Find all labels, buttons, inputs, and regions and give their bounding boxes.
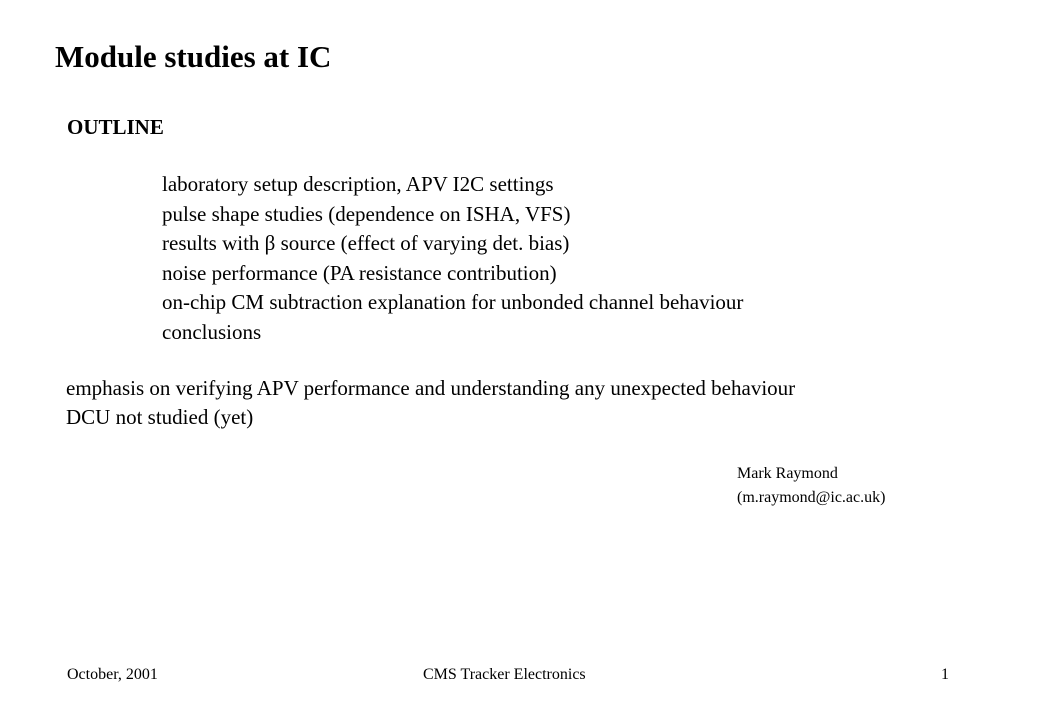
emphasis-statement: emphasis on verifying APV performance and understanding any unexpected behaviour bbox=[66, 376, 796, 400]
dcu-note: DCU not studied (yet) bbox=[66, 405, 254, 429]
outline-item: noise performance (PA resistance contribution) bbox=[162, 260, 557, 285]
outline-item: on-chip CM subtraction explanation for unbonded channel behaviour bbox=[162, 290, 744, 314]
outline-item: laboratory setup description, APV I2C settings bbox=[162, 172, 554, 196]
slide-title: Module studies at IC bbox=[55, 39, 332, 74]
page-number: 1 bbox=[941, 666, 949, 683]
outline-item: results with β source (effect of varying det. bias) bbox=[162, 231, 570, 255]
footer-title: CMS Tracker Electronics bbox=[423, 666, 586, 683]
author-email: (m.raymond@ic.ac.uk) bbox=[737, 489, 886, 506]
footer-date: October, 2001 bbox=[67, 666, 158, 683]
outline-item: pulse shape studies (dependence on ISHA, VFS) bbox=[162, 201, 571, 226]
outline-heading: OUTLINE bbox=[67, 115, 164, 139]
outline-item: conclusions bbox=[162, 319, 262, 344]
author-block bbox=[737, 462, 885, 510]
author-name: Mark Raymond bbox=[737, 465, 838, 482]
outline-list bbox=[162, 170, 743, 347]
